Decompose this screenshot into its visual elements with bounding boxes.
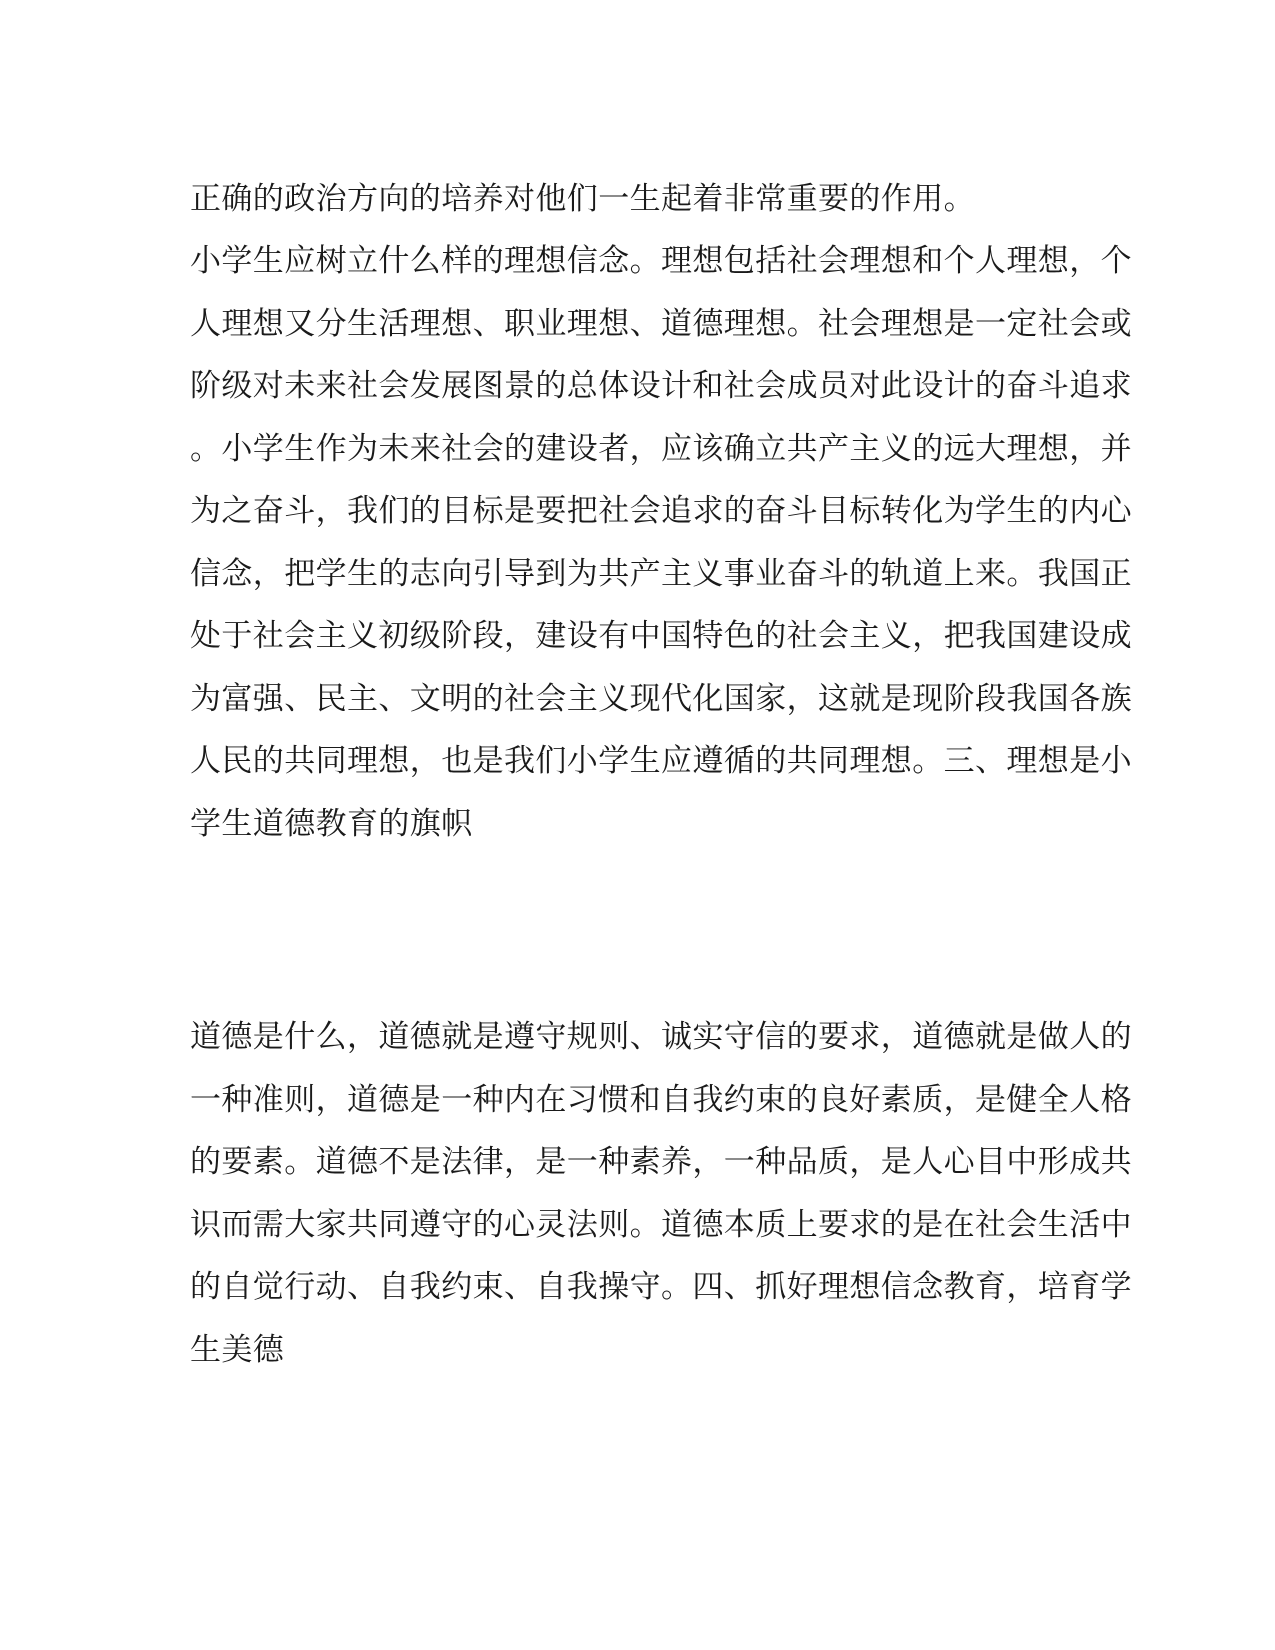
text-line: 。小学生作为未来社会的建设者，应该确立共产主义的远大理想，并 — [190, 430, 1132, 467]
text-line: 的要素。道德不是法律，是一种素养，一种品质，是人心目中形成共 — [190, 1144, 1132, 1180]
paragraph-3 — [190, 1006, 1132, 1381]
text-line: 小学生应树立什么样的理想信念。理想包括社会理想和个人理想，个 — [190, 243, 1132, 279]
text-line: 的自觉行动、自我约束、自我操守。四、抓好理想信念教育，培育学 — [190, 1269, 1132, 1305]
text-line: 为富强、民主、文明的社会主义现代化国家，这就是现阶段我国各族 — [190, 680, 1132, 717]
text-line: 学生道德教育的旗帜 — [190, 805, 473, 842]
text-line: 正确的政治方向的培养对他们一生起着非常重要的作用。 — [190, 181, 975, 217]
paragraph-2 — [190, 230, 1132, 855]
text-line: 生美德 — [190, 1331, 285, 1368]
paragraph-1 — [190, 168, 1070, 231]
text-line: 信念，把学生的志向引导到为共产主义事业奋斗的轨道上来。我国正 — [190, 555, 1132, 592]
text-line: 阶级对未来社会发展图景的总体设计和社会成员对此设计的奋斗追求 — [190, 368, 1132, 404]
text-line: 人理想又分生活理想、职业理想、道德理想。社会理想是一定社会或 — [190, 305, 1132, 342]
text-line: 人民的共同理想，也是我们小学生应遵循的共同理想。三、理想是小 — [190, 743, 1132, 779]
text-line: 为之奋斗，我们的目标是要把社会追求的奋斗目标转化为学生的内心 — [190, 493, 1132, 529]
text-line: 一种准则，道德是一种内在习惯和自我约束的良好素质，是健全人格 — [190, 1081, 1132, 1118]
text-line: 处于社会主义初级阶段，建设有中国特色的社会主义，把我国建设成 — [190, 618, 1132, 654]
text-line: 道德是什么，道德就是遵守规则、诚实守信的要求，道德就是做人的 — [190, 1019, 1132, 1055]
text-line: 识而需大家共同遵守的心灵法则。道德本质上要求的是在社会生活中 — [190, 1206, 1132, 1243]
